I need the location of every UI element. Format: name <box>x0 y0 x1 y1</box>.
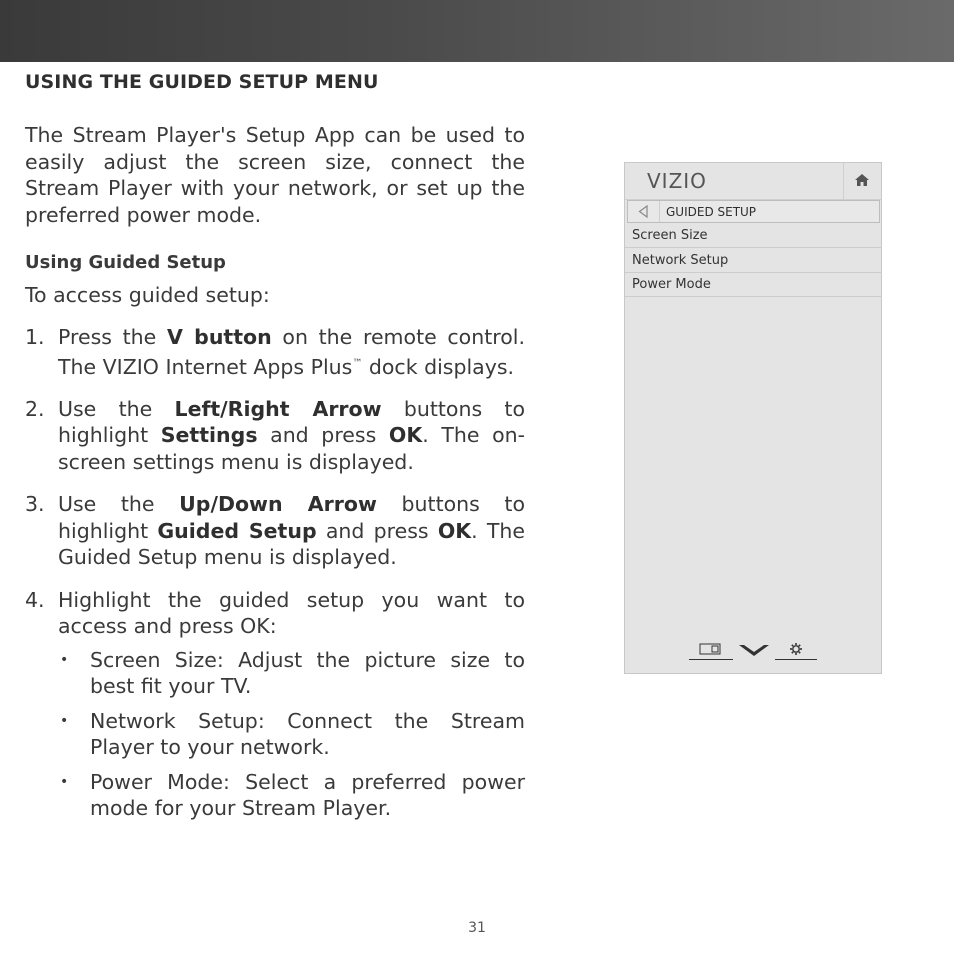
home-button[interactable] <box>843 163 881 199</box>
menu-title: GUIDED SETUP <box>666 205 757 219</box>
vizio-v-button[interactable] <box>737 641 771 659</box>
page-heading: USING THE GUIDED SETUP MENU <box>25 71 379 93</box>
page-number: 31 <box>468 920 486 936</box>
menu-footer <box>689 641 819 663</box>
back-arrow-icon <box>638 205 648 218</box>
step-text: Use the Up/Down Arrow buttons to highlight Guided Setup and press OK. The Guided Setup menu is displayed. <box>58 492 525 570</box>
step-text: Use the Left/Right Arrow buttons to highlight Settings and press OK. The on-screen settings menu is displayed. <box>58 396 525 474</box>
vizio-v-icon <box>737 641 771 659</box>
back-button[interactable] <box>628 201 660 222</box>
home-icon <box>854 173 870 187</box>
step-text: Press the V button on the remote control. The VIZIO Internet Apps Plus™ dock displays. <box>58 325 525 379</box>
bullet-list <box>58 647 525 822</box>
step-1 <box>25 324 525 380</box>
wide-button[interactable] <box>689 641 733 660</box>
settings-button[interactable] <box>775 641 817 660</box>
menu-item-screen-size[interactable]: Screen Size <box>625 224 881 248</box>
tv-menu-header <box>625 163 881 200</box>
intro-paragraph: The Stream Player's Setup App can be used to easily adjust the screen size, connect the Stream Player with your network, or set up the preferred power mode. <box>25 123 525 227</box>
access-instructions: To access guided setup: <box>25 283 270 307</box>
list-item: • Power Mode: Select a preferred power mode for your Stream Player. <box>60 769 525 821</box>
menu-item-power-mode[interactable]: Power Mode <box>625 273 881 297</box>
steps-list <box>25 324 525 830</box>
step-number: 4. <box>25 587 45 612</box>
list-item: • Screen Size: Adjust the picture size to best fit your TV. <box>60 647 525 699</box>
section-subheading: Using Guided Setup <box>25 252 226 273</box>
menu-item-network-setup[interactable]: Network Setup <box>625 249 881 273</box>
menu-title-row <box>627 200 880 223</box>
tv-menu-screenshot <box>624 162 882 674</box>
list-item: • Network Setup: Connect the Stream Player to your network. <box>60 708 525 760</box>
widescreen-icon <box>689 641 733 657</box>
step-text: Highlight the guided setup you want to access and press OK: <box>58 587 525 639</box>
step-number: 3. <box>25 492 45 517</box>
step-4 <box>25 587 525 822</box>
step-2 <box>25 396 525 476</box>
vizio-logo: VIZIO <box>647 169 707 193</box>
step-number: 1. <box>25 325 45 349</box>
step-number: 2. <box>25 396 45 421</box>
step-3 <box>25 491 525 571</box>
top-banner <box>0 0 954 62</box>
gear-icon <box>775 641 817 657</box>
